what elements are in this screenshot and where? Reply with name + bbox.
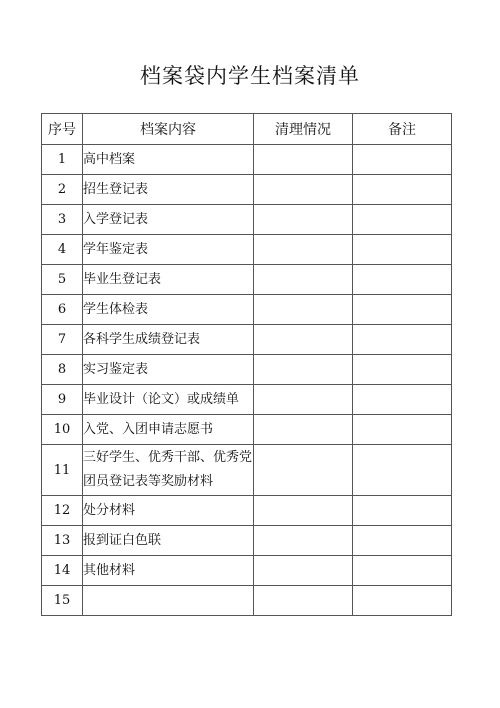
row-status-cell — [254, 265, 353, 295]
row-notes-cell — [353, 235, 452, 265]
table-row — [42, 235, 452, 265]
row-number: 14 — [42, 556, 83, 586]
archive-checklist-table — [41, 113, 452, 616]
table-row — [42, 415, 452, 445]
table-row — [42, 526, 452, 556]
row-content: 学生体检表 — [83, 295, 254, 325]
table-row — [42, 145, 452, 175]
row-status-cell — [254, 175, 353, 205]
row-status-cell — [254, 556, 353, 586]
row-number: 2 — [42, 175, 83, 205]
row-number: 8 — [42, 355, 83, 385]
row-status-cell — [254, 445, 353, 496]
row-content: 处分材料 — [83, 496, 254, 526]
row-notes-cell — [353, 385, 452, 415]
row-notes-cell — [353, 175, 452, 205]
row-status-cell — [254, 325, 353, 355]
row-number: 4 — [42, 235, 83, 265]
row-notes-cell — [353, 445, 452, 496]
row-status-cell — [254, 295, 353, 325]
row-content: 三好学生、优秀干部、优秀党团员登记表等奖励材料 — [83, 445, 254, 496]
row-content: 实习鉴定表 — [83, 355, 254, 385]
header-number: 序号 — [42, 114, 83, 145]
row-status-cell — [254, 496, 353, 526]
row-status-cell — [254, 145, 353, 175]
row-content: 毕业生登记表 — [83, 265, 254, 295]
table-row — [42, 445, 452, 496]
row-number: 9 — [42, 385, 83, 415]
row-notes-cell — [353, 355, 452, 385]
row-number: 5 — [42, 265, 83, 295]
row-status-cell — [254, 205, 353, 235]
row-content: 毕业设计（论文）或成绩单 — [83, 385, 254, 415]
table-header-row — [42, 114, 452, 145]
table-row — [42, 205, 452, 235]
row-number: 10 — [42, 415, 83, 445]
row-number: 11 — [42, 445, 83, 496]
row-content: 各科学生成绩登记表 — [83, 325, 254, 355]
table-row — [42, 355, 452, 385]
table-row — [42, 325, 452, 355]
row-number: 3 — [42, 205, 83, 235]
row-notes-cell — [353, 145, 452, 175]
row-notes-cell — [353, 586, 452, 616]
row-notes-cell — [353, 205, 452, 235]
row-number: 13 — [42, 526, 83, 556]
row-notes-cell — [353, 265, 452, 295]
row-notes-cell — [353, 496, 452, 526]
row-number: 12 — [42, 496, 83, 526]
row-status-cell — [254, 385, 353, 415]
row-number: 7 — [42, 325, 83, 355]
row-status-cell — [254, 355, 353, 385]
table-row — [42, 385, 452, 415]
table-row — [42, 496, 452, 526]
header-notes: 备注 — [353, 114, 452, 145]
table-row — [42, 586, 452, 616]
row-number: 6 — [42, 295, 83, 325]
row-content: 其他材料 — [83, 556, 254, 586]
row-number: 15 — [42, 586, 83, 616]
row-content: 高中档案 — [83, 145, 254, 175]
row-notes-cell — [353, 526, 452, 556]
row-notes-cell — [353, 295, 452, 325]
row-status-cell — [254, 526, 353, 556]
header-content: 档案内容 — [83, 114, 254, 145]
row-content: 入学登记表 — [83, 205, 254, 235]
row-status-cell — [254, 415, 353, 445]
table-row — [42, 295, 452, 325]
row-content — [83, 586, 254, 616]
row-number: 1 — [42, 145, 83, 175]
row-status-cell — [254, 235, 353, 265]
row-notes-cell — [353, 556, 452, 586]
header-status: 清理情况 — [254, 114, 353, 145]
row-notes-cell — [353, 325, 452, 355]
row-content: 学年鉴定表 — [83, 235, 254, 265]
table-row — [42, 265, 452, 295]
table-row — [42, 175, 452, 205]
row-notes-cell — [353, 415, 452, 445]
row-status-cell — [254, 586, 353, 616]
page-title: 档案袋内学生档案清单 — [140, 64, 360, 88]
row-content: 报到证白色联 — [83, 526, 254, 556]
row-content: 入党、入团申请志愿书 — [83, 415, 254, 445]
table-row — [42, 556, 452, 586]
row-content: 招生登记表 — [83, 175, 254, 205]
